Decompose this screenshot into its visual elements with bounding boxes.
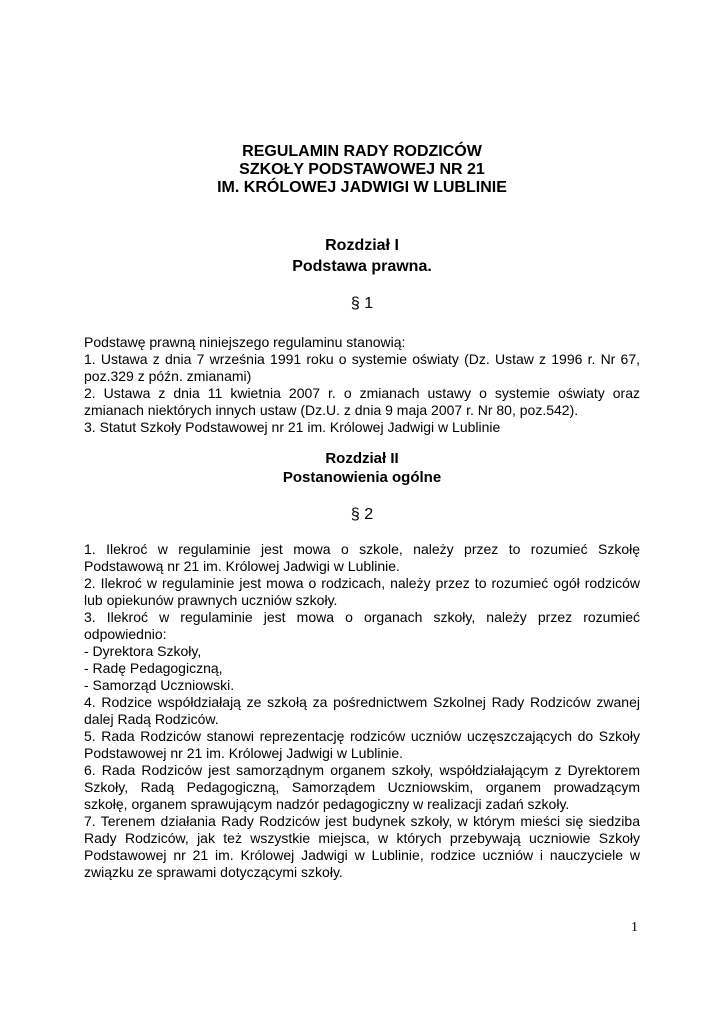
body-line: 3. Ilekroć w regulaminie jest mowa o organach szkoły, należy przez rozumieć	[84, 609, 640, 625]
body-line: Podstawę prawną niniejszego regulaminu stanowią:	[84, 334, 406, 350]
body-line: 3. Statut Szkoły Podstawowej nr 21 im. Królowej Jadwigi w Lublinie	[84, 419, 501, 435]
body-line: 7. Terenem działania Rady Rodziców jest budynek szkoły, w którym mieści się siedziba	[84, 813, 640, 829]
body-line: odpowiednio:	[84, 626, 167, 642]
body-line: Podstawową nr 21 im. Królowej Jadwigi w Lublinie.	[84, 558, 400, 574]
body-line: - Samorząd Uczniowski.	[84, 677, 235, 693]
chapter-1-body	[84, 334, 640, 436]
body-line: 2. Ustawa z dnia 11 kwietnia 2007 r. o zmianach ustawy o systemie oświaty oraz	[84, 385, 640, 401]
title-line-1: REGULAMIN RADY RODZICÓW	[242, 143, 482, 160]
chapter-1-name: Rozdział I	[325, 237, 399, 254]
body-line: - Radę Pedagogiczną,	[84, 660, 223, 676]
body-line: Szkoły, Radą Pedagogiczną, Samorządem Uczniowskim, organem prowadzącym	[84, 779, 640, 795]
body-line: związku ze sprawami dotyczącymi szkoły.	[84, 864, 343, 880]
title-line-2: SZKOŁY PODSTAWOWEJ NR 21	[239, 161, 485, 178]
body-line: szkołę, organem sprawującym nadzór pedagogiczny w realizacji zadań szkoły.	[84, 796, 570, 812]
body-line: dalej Radą Rodziców.	[84, 711, 219, 727]
body-line: poz.329 z późn. zmianami)	[84, 368, 252, 384]
section-2-marker: § 2	[350, 506, 374, 523]
body-line: 6. Rada Rodziców jest samorządnym organem szkoły, współdziałającym z Dyrektorem	[84, 762, 640, 778]
title-line-3: IM. KRÓLOWEJ JADWIGI W LUBLINIE	[217, 179, 507, 196]
body-line: - Dyrektora Szkoły,	[84, 643, 202, 659]
body-line: Podstawowej nr 21 im. Królowej Jadwigi w Lublinie.	[84, 745, 404, 761]
body-line: 4. Rodzice współdziałają ze szkołą za pośrednictwem Szkolnej Rady Rodziców zwanej	[84, 694, 640, 710]
document-title	[84, 143, 640, 197]
chapter-2-subtitle: Postanowienia ogólne	[282, 469, 442, 486]
chapter-1-subtitle: Podstawa prawna.	[292, 258, 432, 275]
body-line: 2. Ilekroć w regulaminie jest mowa o rodzicach, należy przez to rozumieć ogół rodziców	[84, 575, 640, 591]
page-number: 1	[631, 920, 638, 935]
body-line: Rady Rodziców, jak też wszystkie miejsca, w których przebywają uczniowie Szkoły	[84, 830, 640, 846]
chapter-2-name: Rozdział II	[325, 450, 399, 467]
body-line: zmianach niektórych innych ustaw (Dz.U. z dnia 9 maja 2007 r. Nr 80, poz.542).	[84, 402, 579, 418]
body-line: 1. Ustawa z dnia 7 września 1991 roku o systemie oświaty (Dz. Ustaw z 1996 r. Nr 67,	[84, 351, 640, 367]
section-1-marker: § 1	[350, 295, 374, 312]
body-line: 5. Rada Rodziców stanowi reprezentację rodziców uczniów uczęszczających do Szkoły	[84, 728, 640, 744]
chapter-2-body	[84, 541, 640, 881]
body-line: 1. Ilekroć w regulaminie jest mowa o szkole, należy przez to rozumieć Szkołę	[84, 541, 640, 557]
body-line: lub opiekunów prawnych uczniów szkoły.	[84, 592, 338, 608]
body-line: Podstawowej nr 21 im. Królowej Jadwigi w Lublinie, rodzice uczniów i nauczyciele w	[84, 847, 640, 863]
